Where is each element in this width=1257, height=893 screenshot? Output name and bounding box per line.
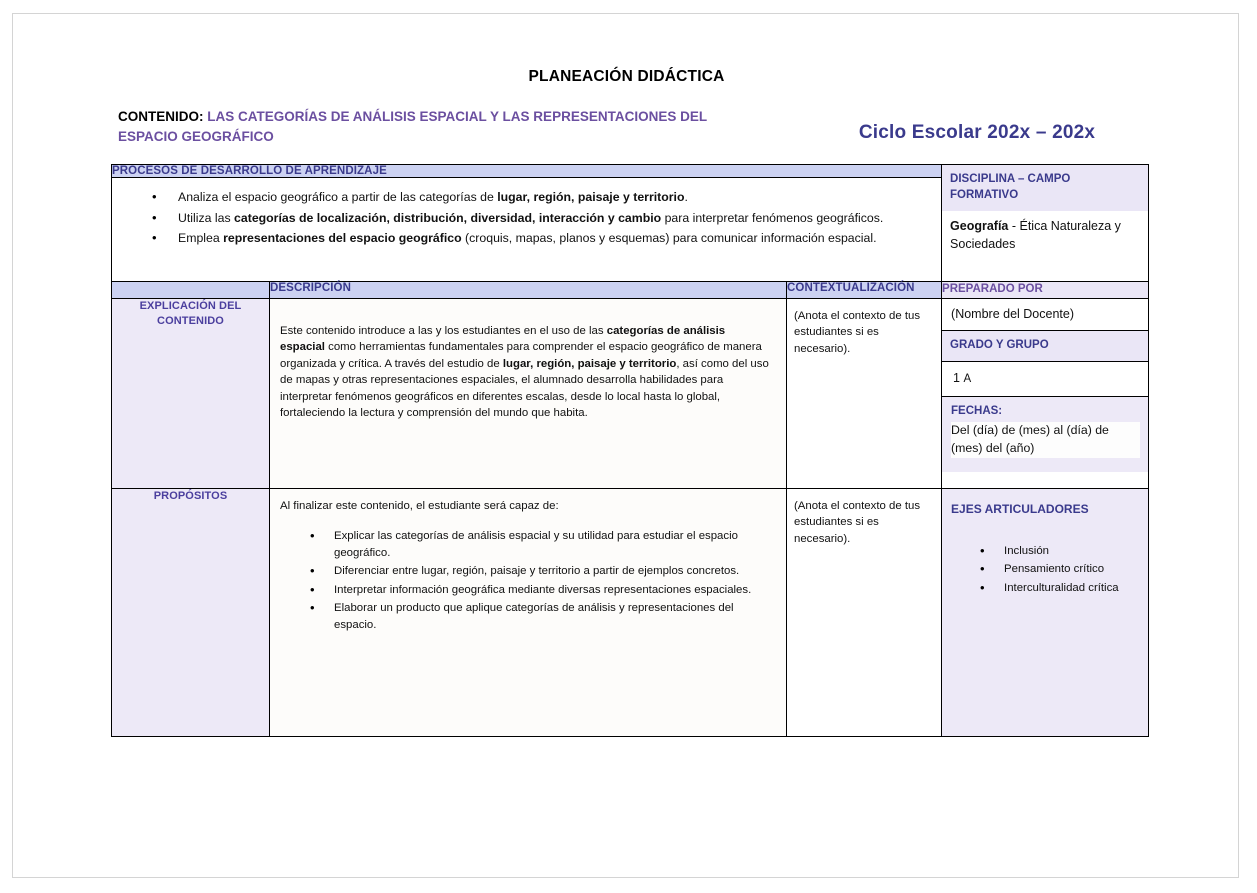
contenido-line (118, 107, 718, 146)
disciplina-cell (942, 165, 1149, 282)
row-label-explicacion: EXPLICACIÓN DEL CONTENIDO (112, 298, 270, 488)
document-page (12, 13, 1239, 878)
item-bold: lugar, región, paisaje y territorio (497, 190, 685, 204)
list-item (178, 188, 933, 207)
propositos-intro: Al finalizar este contenido, el estudiante será capaz de: (280, 499, 559, 512)
procesos-list (120, 188, 933, 248)
fechas-value: Del (día) de (mes) al (día) de (mes) del (año) (951, 422, 1140, 458)
text-part: , así como del uso de mapas y otras representaciones espaciales, el alumnado desarrolla habilidades para interpretar fenómenos geográficos en diferentes escalas, desde lo local hasta lo global, fortaleciendo la lectura y comprensión del mundo que habita. (280, 357, 769, 420)
corner-header-blank (112, 282, 270, 299)
list-item: • Elaborar un producto que aplique categorías de análisis y representaciones del espacio. (334, 600, 772, 633)
procesos-list-cell (112, 178, 942, 282)
fechas-header: FECHAS: (951, 404, 1003, 417)
propositos-contexto-cell (787, 488, 942, 736)
sidebar-stack-top (942, 298, 1149, 488)
item-pre: Analiza el espacio geográfico a partir de las categorías de (178, 190, 498, 204)
disciplina-value (942, 211, 1148, 261)
text-part: Este contenido introduce a las y los estudiantes en el uso de las (280, 324, 607, 337)
explicacion-contexto-cell (787, 298, 942, 488)
descripcion-header: DESCRIPCIÓN (270, 282, 787, 299)
table-row (112, 298, 1149, 488)
text-part-bold: categorías de análisis espacial (280, 324, 726, 354)
list-item: • Pensamiento crítico (1004, 561, 1148, 578)
list-item (178, 229, 933, 248)
item-post: (croquis, mapas, planos y esquemas) para comunicar información espacial. (461, 231, 877, 246)
disciplina-value-rest: - Ética Naturaleza y Sociedades (950, 219, 1121, 252)
explicacion-text (270, 299, 786, 432)
list-item: • Inclusión (1004, 543, 1148, 560)
text-part: como herramientas fundamentales para comprender el espacio geográfico de manera organizada y crítica. A través del estudio de (280, 341, 762, 370)
contenido-label: CONTENIDO: (118, 109, 204, 124)
ejes-list (942, 543, 1148, 597)
item-post: para interpretar fenómenos geográficos. (661, 210, 884, 225)
table-row (112, 165, 1149, 178)
procesos-header: PROCESOS DE DESARROLLO DE APRENDIZAJE (112, 165, 942, 178)
preparado-por-value: (Nombre del Docente) (951, 306, 1074, 321)
row-label-propositos: PROPÓSITOS (112, 488, 270, 736)
list-item (178, 209, 933, 228)
explicacion-descripcion-cell (270, 298, 787, 488)
preparado-por-header: PREPARADO POR (942, 282, 1149, 299)
list-item: • Explicar las categorías de análisis espacial y su utilidad para estudiar el espacio geográfico. (334, 528, 772, 561)
text-part-bold: lugar, región, paisaje y territorio (502, 357, 677, 370)
item-pre: Emplea (178, 231, 224, 246)
table-row (112, 488, 1149, 736)
ejes-header: EJES ARTICULADORES (951, 501, 1089, 516)
ejes-articuladores-cell (942, 488, 1149, 736)
grado-num: 1 (953, 371, 960, 386)
disciplina-value-bold: Geografía (950, 219, 1009, 234)
page-title: PLANEACIÓN DIDÁCTICA (528, 68, 725, 85)
disciplina-header: DISCIPLINA – CAMPO FORMATIVO (942, 165, 1148, 211)
list-item: • Diferenciar entre lugar, región, paisaje y territorio a partir de ejemplos concretos. (334, 563, 772, 580)
propositos-descripcion-cell (270, 488, 787, 736)
list-item: • Interculturalidad crítica (1004, 580, 1148, 597)
grupo-letter: A (963, 373, 972, 386)
item-bold: categorías de localización, distribución, diversidad, interacción y cambio (234, 210, 662, 225)
propositos-list (280, 528, 772, 633)
item-bold: representaciones del espacio geográfico (223, 231, 462, 246)
grado-grupo-value (942, 362, 1148, 396)
item-post: . (684, 190, 688, 204)
explicacion-contexto-text: (Anota el contexto de tus estudiantes si es necesario). (794, 309, 921, 355)
contextualizacion-header: CONTEXTUALIZACIÓN (787, 282, 942, 299)
ciclo-escolar: Ciclo Escolar 202x – 202x (858, 122, 1096, 143)
grado-grupo-header: GRADO Y GRUPO (942, 331, 1148, 362)
list-item: • Interpretar información geográfica mediante diversas representaciones espaciales. (334, 582, 772, 599)
item-pre: Utiliza las (178, 210, 235, 225)
contenido-value: LAS CATEGORÍAS DE ANÁLISIS ESPACIAL Y LAS REPRESENTACIONES DEL ESPACIO GEOGRÁFICO (118, 109, 707, 144)
planeacion-table (111, 164, 1149, 737)
propositos-contexto-text: (Anota el contexto de tus estudiantes si es necesario). (794, 499, 921, 545)
table-row (112, 282, 1149, 299)
